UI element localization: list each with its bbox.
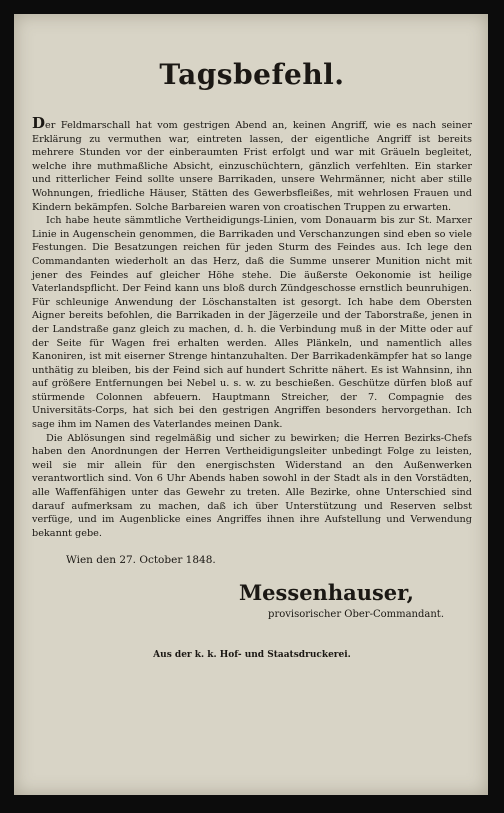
paragraph-1-text: er Feldmarschall hat vom gestrigen Abend an, keinen Angriff, wie es nach seiner Erklärung zu vermuthen war, eintreten lassen, der eigentliche Angriff ist bereits mehrere Stunden vor der einberaumten Frist erfolgt und war mit Gräueln begleitet, welche ihre muthmaßliche Absicht, einzuschüchtern, gänzlich verfehlten. Ein starker und ritterlicher Feind sollte unsere Barrikaden, unsere Wehrmänner, nicht aber stille Wohnungen, friedliche Häuser, Stätten des Gewerbsfleißes, mit wehrlosen Frauen und Kindern bekämpfen. Solche Barbareien waren von croatischen Truppen zu erwarten. — [32, 120, 472, 213]
printer-imprint: Aus der k. k. Hof- und Staatsdruckerei. — [153, 650, 351, 661]
paragraph-1 — [32, 114, 472, 214]
paragraph-2 — [32, 214, 472, 432]
document-title: Tagsbefehl. — [159, 58, 345, 91]
paragraph-2-text: Ich habe heute sämmtliche Vertheidigungs-Linien, vom Donauarm bis zur St. Marxer Linie in Augenschein genommen, die Barrikaden und Verschanzungen sind eben so viele Festungen. Die Besatzungen reichen für jeden Sturm des Feindes aus. Ich lege den Commandanten wiederholt an das Herz, daß die Summe unserer Munition nicht mit jener des Feindes auf gleicher Höhe stehe. Die äußerste Oekonomie ist heilige Vaterlandspflicht. Der Feind kann uns bloß durch Zündgeschosse ernstlich beunruhigen. Für schleunige Anwendung der Löschanstalten ist gesorgt. Ich habe dem Obersten Aigner bereits befohlen, die Barrikaden in der Jägerzeile und der Taborstraße, jenen in der Landstraße ganz gleich zu machen, d. h. die Verbindung muß in der Mitte oder auf der Seite für Wagen frei erhalten werden. Alles Plänkeln, und namentlich alles Kanoniren, ist mit eiserner Strenge hintanzuhalten. Der Barrikadenkämpfer hat so lange unthätig zu bleiben, bis der Feind sich auf hundert Schritte nähert. Es ist Wahnsinn, ihn auf größere Entfernungen bei Nebel u. s. w. zu beschießen. Geschütze dürfen bloß auf stürmende Colonnen abfeuern. Hauptmann Streicher, der 7. Compagnie des Universitäts-Corps, hat sich bei den gestrigen Angriffen besonders hervorgethan. Ich sage ihm im Namen des Vaterlandes meinen Dank. — [32, 215, 472, 431]
paragraph-3 — [32, 432, 472, 541]
document-date: Wien den 27. October 1848. — [66, 554, 216, 567]
paragraph-3-text: Die Ablösungen sind regelmäßig und sicher zu bewirken; die Herren Bezirks-Chefs haben den Anordnungen der Herren Vertheidigungsleiter unbedingt Folge zu leisten, weil sie mir allein für den energischsten Widerstand an den Außenwerken verantwortlich sind. Von 6 Uhr Abends haben sowohl in der Stadt als in den Vorstädten, alle Waffenfähigen unter das Gewehr zu treten. Alle Bezirke, ohne Unterschied sind darauf aufmerksam zu machen, daß ich über Unterstützung und Reserven selbst verfüge, und im Augenblicke eines Angriffes ihnen ihre Aufstellung und Verwendung bekannt gebe. — [32, 432, 472, 539]
proclamation-sheet — [14, 14, 488, 795]
signature-role: provisorischer Ober-Commandant. — [268, 609, 444, 621]
paragraph-1-dropcap: D — [32, 114, 46, 132]
signature-name: Messenhauser, — [238, 580, 414, 606]
